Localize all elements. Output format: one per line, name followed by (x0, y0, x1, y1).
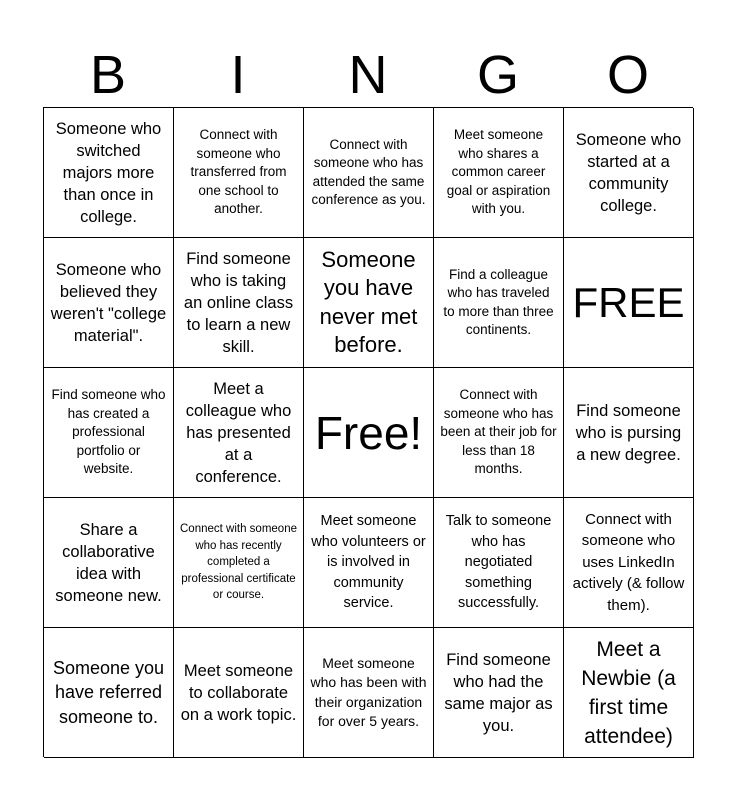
bingo-cell-r3-c1[interactable] (44, 368, 174, 498)
cell-text: Someone who started at a community college. (575, 130, 682, 215)
header-letter-n: N (348, 45, 388, 105)
bingo-cell-r5-c4[interactable] (434, 628, 564, 758)
bingo-cell-r5-c1[interactable] (44, 628, 174, 758)
bingo-cell-r3-c4[interactable] (434, 368, 564, 498)
bingo-cell-r1-c2[interactable] (174, 108, 304, 238)
header-letter-b: B (89, 45, 127, 105)
cell-text: Find someone who has created a professional portfolio or website. (51, 387, 166, 477)
bingo-cell-r2-c1[interactable] (44, 238, 174, 368)
cell-text: Meet someone who shares a common career goal or aspiration with you. (446, 127, 551, 217)
bingo-cell-r1-c5[interactable] (564, 108, 694, 238)
free-space-label: Free! (314, 406, 423, 459)
cell-text: Someone who believed they weren't "college material". (50, 260, 167, 345)
bingo-cell-r2-c4[interactable] (434, 238, 564, 368)
bingo-cell-r1-c3[interactable] (304, 108, 434, 238)
bingo-cell-r4-c1[interactable] (44, 498, 174, 628)
cell-text: Connect with someone who has been at their job for less than 18 months. (440, 387, 557, 477)
header-letter-i: I (230, 45, 246, 105)
cell-text: Talk to someone who has negotiated something successfully. (445, 513, 552, 612)
cell-text: Meet someone to collaborate on a work topic. (180, 661, 297, 724)
cell-text: Someone you have never met before. (319, 246, 418, 357)
bingo-board (43, 107, 693, 757)
bingo-cell-r4-c5[interactable] (564, 498, 694, 628)
bingo-cell-r3-c2[interactable] (174, 368, 304, 498)
cell-text: Meet a colleague who has presented at a conference. (185, 379, 292, 486)
bingo-cell-r4-c3[interactable] (304, 498, 434, 628)
bingo-cell-r5-c5[interactable] (564, 628, 694, 758)
cell-text: Connect with someone who has attended the same conference as you. (311, 136, 426, 207)
bingo-cell-r2-c5[interactable] (564, 238, 694, 368)
cell-text: Find someone who is pursing a new degree. (575, 401, 682, 464)
bingo-cell-r3-c5[interactable] (564, 368, 694, 498)
cell-text: Someone you have referred someone to. (52, 657, 165, 727)
cell-text: Connect with someone who has recently completed a professional certificate or course. (180, 523, 297, 602)
cell-text: Find someone who had the same major as you. (444, 650, 553, 735)
bingo-cell-r3-c3[interactable] (304, 368, 434, 498)
cell-text: Meet someone who volunteers or is involved in community service. (311, 513, 426, 612)
bingo-header (43, 44, 693, 106)
cell-text: Meet a Newbie (a first time attendee) (581, 637, 676, 748)
cell-text: Find a colleague who has traveled to more than three continents. (443, 266, 554, 337)
cell-text: Connect with someone who uses LinkedIn actively (& follow them). (572, 510, 685, 614)
bingo-cell-r4-c2[interactable] (174, 498, 304, 628)
bingo-cell-r1-c4[interactable] (434, 108, 564, 238)
header-letter-g: G (476, 45, 519, 105)
cell-text: Find someone who is taking an online class to learn a new skill. (183, 249, 294, 356)
bingo-cell-r4-c4[interactable] (434, 498, 564, 628)
bingo-cell-r2-c2[interactable] (174, 238, 304, 368)
cell-text: Share a collaborative idea with someone new. (55, 520, 162, 605)
free-space-label: FREE (572, 278, 685, 326)
header-letter-o: O (606, 45, 649, 105)
cell-text: Meet someone who has been with their organization for over 5 years. (310, 654, 427, 729)
cell-text: Someone who switched majors more than once in college. (55, 119, 162, 226)
bingo-cell-r5-c2[interactable] (174, 628, 304, 758)
bingo-cell-r1-c1[interactable] (44, 108, 174, 238)
cell-text: Connect with someone who transferred from one school to another. (190, 127, 287, 217)
bingo-cell-r2-c3[interactable] (304, 238, 434, 368)
bingo-cell-r5-c3[interactable] (304, 628, 434, 758)
